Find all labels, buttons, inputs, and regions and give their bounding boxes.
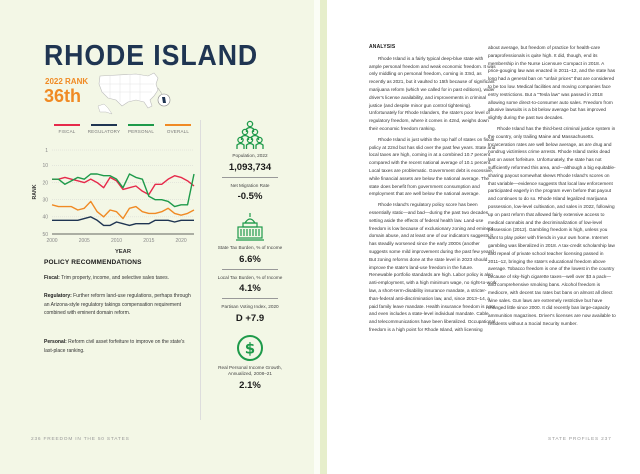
policy-heading: POLICY RECOMMENDATIONS (44, 259, 142, 266)
policy-text: Trim property, income, and selective sales taxes. (59, 275, 169, 281)
policy-text: Further reform land-use regulations, perhaps through an Arizona-style regulatory takings compensation requirement combined with eminent domain reform. (44, 293, 191, 317)
svg-text:2000: 2000 (46, 238, 58, 244)
state-title: RHODE ISLAND (44, 40, 259, 72)
legend-swatch (165, 124, 191, 126)
chart-legend (50, 124, 195, 134)
legend-item-fiscal (50, 124, 84, 134)
svg-text:1: 1 (45, 147, 48, 154)
stats-sidebar (214, 120, 286, 391)
legend-item-overall (161, 124, 195, 134)
stat-divider (222, 269, 278, 270)
svg-text:50: 50 (42, 231, 48, 238)
legend-label: PERSONAL (127, 129, 155, 134)
capitol-icon (235, 212, 265, 242)
analysis-column-a (369, 44, 497, 337)
population-icon (236, 120, 264, 150)
svg-text:YEAR: YEAR (114, 249, 132, 255)
svg-text:20: 20 (42, 180, 48, 187)
svg-text:2005: 2005 (78, 238, 90, 244)
stat-value-migration: -0.5% (237, 191, 263, 202)
rank-value: 36th (44, 86, 82, 106)
svg-text:$: $ (244, 339, 256, 357)
analysis-paragraph: Rhode Island is a fairly typical deep-blue state with ample personal freedom and weak economic freedom. It was only middling on personal freedom, coming in 33rd, as recently as 2021, but it vaulted to 15th because of significant marijuana reform (which we called for in past editions), wider driver's license availability, and improvements in criminal justice (and despite minor gun control tightening). Unfortunately for Rhode Islanders, the state's poor level of regulatory freedom, where it comes in 42nd, weighs down their economic freedom ranking. (369, 55, 496, 131)
legend-item-personal (124, 124, 158, 134)
stat-divider (222, 298, 278, 299)
legend-swatch (128, 124, 154, 126)
stat-label-income-growth: Real Personal Income Growth, Annualized, 2008–21 (218, 364, 282, 376)
svg-text:10: 10 (42, 163, 48, 170)
stat-label-migration: Net Migration Rate (230, 182, 270, 188)
svg-text:2020: 2020 (175, 238, 187, 244)
legend-label: FISCAL (58, 129, 76, 134)
policy-label: Regulatory: (44, 293, 72, 299)
stat-value-income-growth: 2.1% (239, 379, 261, 391)
svg-text:30: 30 (42, 197, 48, 204)
legend-item-regulatory (87, 124, 121, 134)
rank-label: 2022 RANK (45, 77, 89, 86)
stat-value-state-tax: 6.6% (239, 253, 261, 265)
footer-right: STATE PROFILES 237 (548, 437, 612, 442)
policy-label: Fiscal: (44, 275, 60, 281)
stat-label-local-tax: Local Tax Burden, % of Income (217, 274, 283, 280)
stat-value-pvi: D +7.9 (235, 312, 265, 324)
column-divider (200, 120, 201, 420)
svg-text:RANK: RANK (32, 184, 38, 200)
stat-divider (222, 177, 278, 178)
analysis-paragraph: Rhode Island has the third-best criminal justice system in the country, only trailing Maine and Massachusetts. Incarceration rates are well below average, as are drug and nondrug victimless crime arrests. Rhode Island ranks dead last on asset forfeiture. Unfortunately, the state has not sufficiently reformed this area, and—although a big equitable-sharing payout somewhat skews Rhode Island's scores on that variable—evidence suggests that local law enforcement participated eagerly in the program even before that payout and continues to do so. Rhode Island legalized marijuana possession, low-level cultivation, and sales in 2022, following up on past reform that allowed fairly extensive access to medical cannabis and the decriminalization of low-level possession (2012). Gambling freedom is high, unless you want to play poker with friends in your own home. Internet gambling was liberalized in 2018. A tax-credit scholarship law and repeal of private school teacher licensing passed in 2011–12, bringing the state's educational freedom above average. Tobacco freedom is one of the lowest in the country because of sky-high cigarette taxes—well over $3 a pack—and comprehensive smoking bans. Alcohol freedom is mediocre, with decent tax rates but bans on almost all direct wine sales. Gun laws are extremely restrictive but have changed little since 2000. It did recently ban large-capacity ammunition magazines. Driver's licenses are now available to residents without a Social Security number. (488, 125, 616, 326)
rank-line-chart (22, 142, 202, 262)
legend-label: REGULATORY (87, 129, 121, 134)
analysis-paragraph: Rhode Island is just within the top half of states on fiscal policy at 22nd but has slid over the past few years. State and local taxes are high, coming in at a combined 10.7 percent compared with the recent national average of 10.1 percent. Local taxes are problematic. Government debt is excessive, while financial assets are below the national average. The state does benefit from government consumption and employment that are well below the national average. (369, 136, 496, 197)
svg-text:2015: 2015 (143, 238, 155, 244)
analysis-column-b (488, 44, 616, 331)
policy-fiscal (44, 274, 194, 283)
policy-text: Reform civil asset forfeiture to improve on the state's last-place ranking. (44, 339, 185, 354)
legend-swatch (54, 124, 80, 126)
policy-label: Personal: (44, 339, 67, 345)
dollar-icon (236, 334, 264, 362)
footer-left: 236 FREEDOM IN THE 50 STATES (31, 437, 130, 442)
legend-swatch (91, 124, 117, 126)
analysis-paragraph: Rhode Island's regulatory policy score has been essentially static—and bad—during the past two decades, setting aside the effects of federal health law. Land-use freedom is low because of exclusionary zoning and eminent domain abuse, and at least one of our indicators suggests it has steadily worsened since the early 2000s (another suggests some mild improvement during the past few years). But zoning reforms done at the state level in 2023 should improve the state's land-use freedom in the future. Renewable portfolio standards are high. Labor policy is also anti-employment, with a high minimum wage, no right-to-work law, a short-term-disability insurance mandate, a stricter-than-federal anti-discrimination law, and, since 2013–14, a paid family leave mandate. Health insurance freedom is poor and even includes a state-level individual mandate. Cable and telecommunications have been liberalized. Occupational freedom is a high point for Rhode Island, with licensing (369, 202, 497, 332)
svg-text:2010: 2010 (110, 238, 123, 244)
stat-value-local-tax: 4.1% (239, 283, 261, 294)
us-map-icon (96, 70, 174, 118)
book-spine (320, 0, 327, 474)
stat-label-pvi: Partisan Voting Index, 2020 (221, 304, 279, 309)
policy-personal (44, 338, 194, 355)
policy-regulatory (44, 292, 194, 318)
stat-label-population: Population, 2022 (232, 153, 268, 158)
analysis-heading: ANALYSIS (369, 44, 396, 50)
stat-value-population: 1,093,734 (228, 161, 272, 173)
svg-text:40: 40 (42, 214, 48, 221)
stat-label-state-tax: State Tax Burden, % of Income (217, 245, 283, 250)
analysis-paragraph: about average, but freedom of practice for health-care paraprofessionals is quite high. It did, though, end its membership in the Nurse Licensure Compact in 2018. A price-gouging law was enacted in 2011–12, and the state has long had a general ban on "unfair prices" that are considered to be too low. Medical facilities and moving companies face entry restrictions. But a "Tesla law" was passed in 2018 allowing some direct-to-consumer auto sales. Freedom from abusive lawsuits is a bit below average but has improved slightly during the past two decades. (488, 45, 616, 121)
legend-label: OVERALL (166, 129, 190, 134)
